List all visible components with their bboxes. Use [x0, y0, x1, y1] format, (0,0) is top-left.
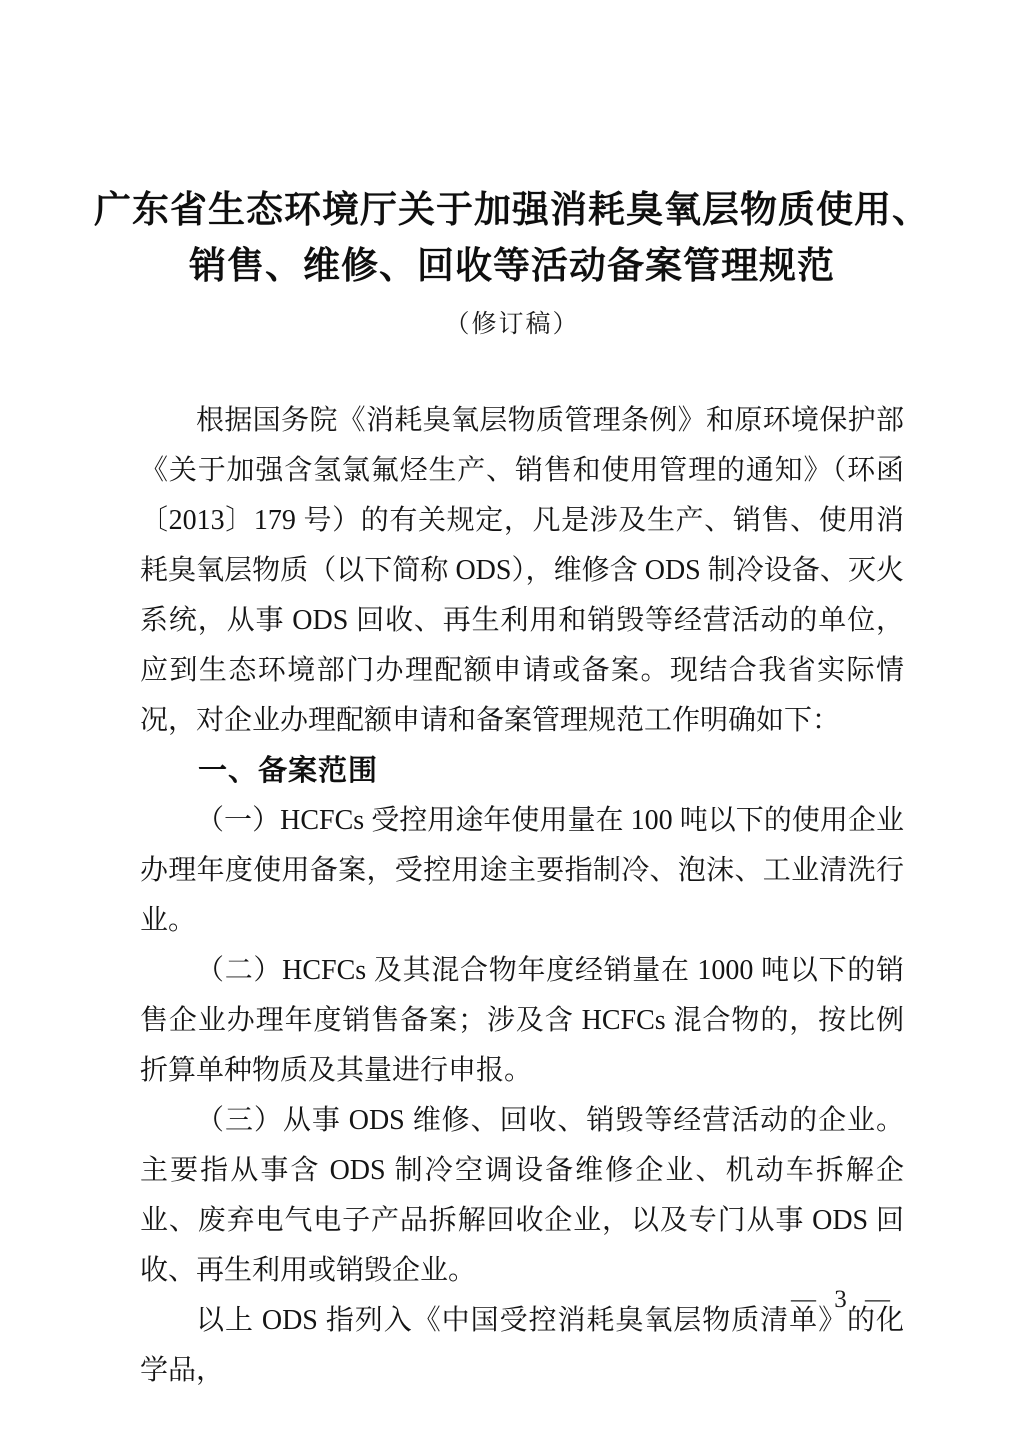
item-paragraph-1: （一）HCFCs 受控用途年使用量在 100 吨以下的使用企业办理年度使用备案，受控用途主要指制冷、泡沫、工业清洗行业。: [140, 805, 904, 936]
closing-paragraph: 以上 ODS 指列入《中国受控消耗臭氧层物质清单》的化学品，: [140, 1305, 904, 1386]
item-paragraph-3: （三）从事 ODS 维修、回收、销毁等经营活动的企业。主要指从事含 ODS 制冷空调设备维修企业、机动车拆解企业、废弃电气电子产品拆解回收企业，以及专门从事 ODS 回收、再生利用或销毁企业。: [140, 1105, 904, 1286]
document-body: [140, 396, 904, 1396]
document-subtitle: （修订稿）: [444, 311, 580, 338]
intro-paragraph: 根据国务院《消耗臭氧层物质管理条例》和原环境保护部《关于加强含氢氯氟烃生产、销售和使用管理的通知》（环函〔2013〕179 号）的有关规定，凡是涉及生产、销售、使用消耗臭氧层物质（以下简称 ODS），维修含 ODS 制冷设备、灭火系统，从事 ODS 回收、再生利用和销毁等经营活动的单位，应到生态环境部门办理配额申请或备案。现结合我省实际情况，对企业办理配额申请和备案管理规范工作明确如下：: [140, 405, 904, 736]
section-heading-1: 一、备案范围: [198, 755, 379, 787]
item-paragraph-2: （二）HCFCs 及其混合物年度经销量在 1000 吨以下的销售企业办理年度销售备案；涉及含 HCFCs 混合物的，按比例折算单种物质及其量进行申报。: [140, 955, 904, 1086]
page-number: — 3 —: [791, 1286, 896, 1313]
document-title-line-1: 广东省生态环境厅关于加强消耗臭氧层物质使用、: [94, 189, 930, 230]
document-title: [0, 182, 1024, 294]
document-title-line-2: 销售、维修、回收等活动备案管理规范: [189, 245, 835, 286]
